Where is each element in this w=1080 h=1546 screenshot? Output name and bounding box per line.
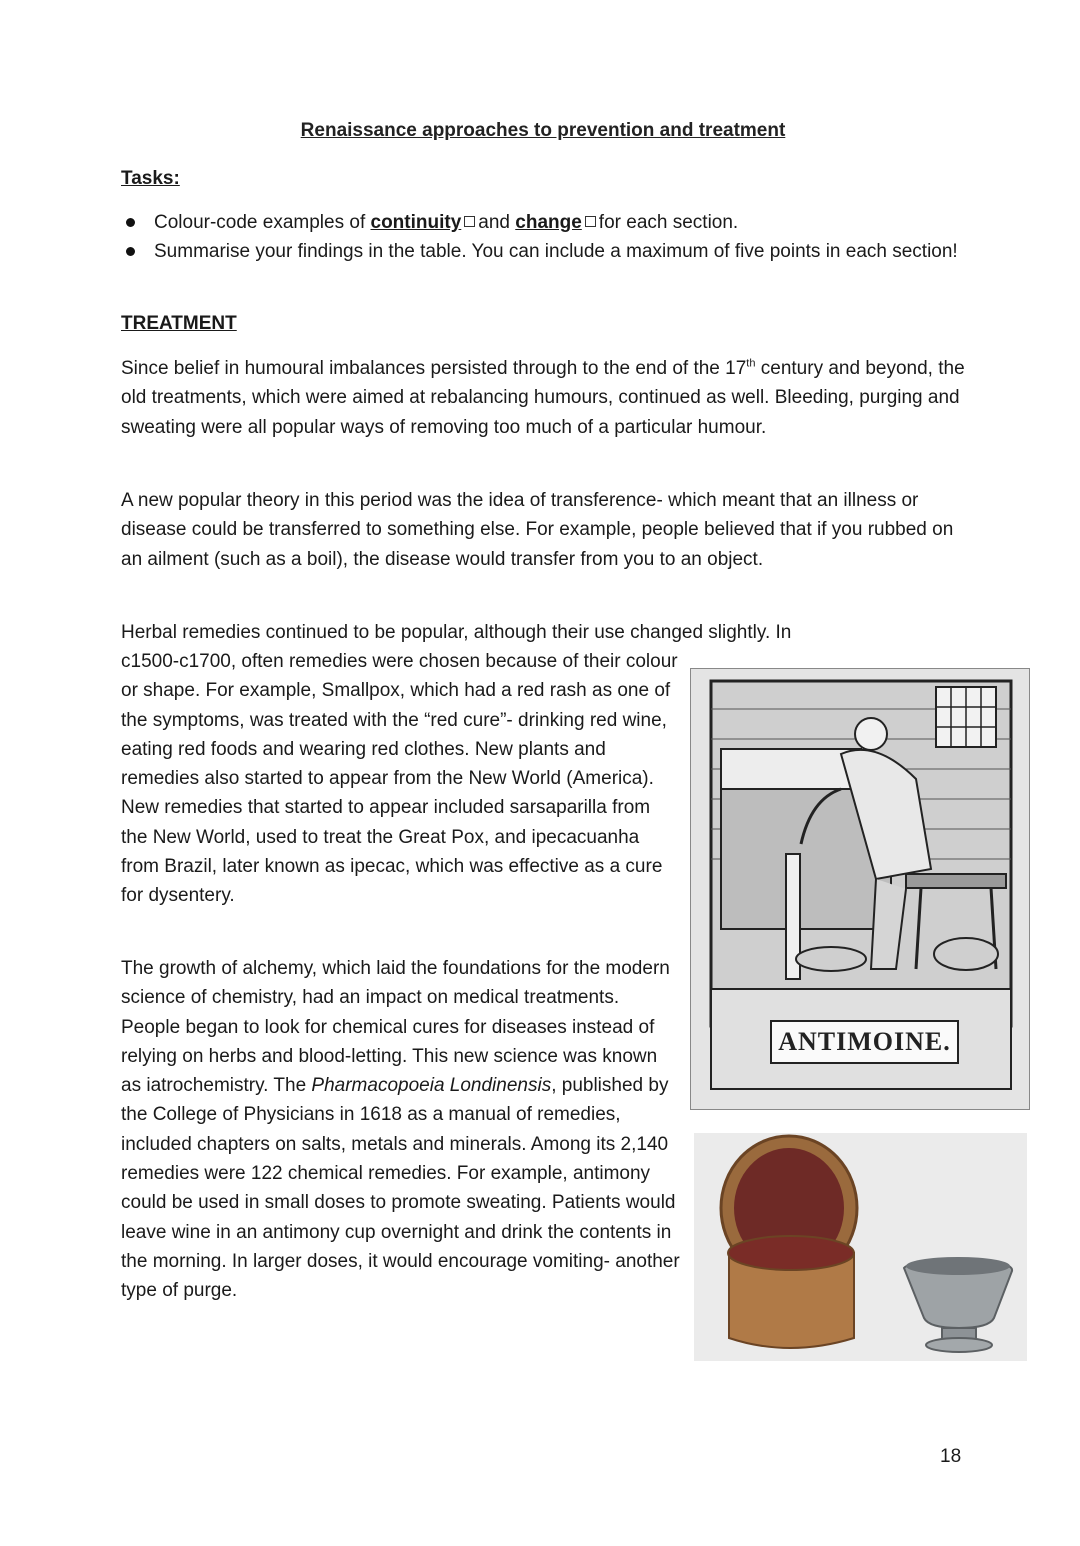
keyword-continuity: continuity [370,212,462,233]
paragraph-herbal-first-line: Herbal remedies continued to be popular, although their use changed slightly. In [121,622,792,643]
continuity-colour-box[interactable] [464,216,475,227]
task-1-suffix: for each section. [598,212,739,233]
tasks-heading: Tasks: [121,168,180,189]
task-1-mid: and [478,212,510,233]
pharmacopoeia-title: Pharmacopoeia Londinensis [311,1075,552,1097]
task-2-text: Summarise your findings in the table. You can include a maximum of five points in each section! [154,241,958,262]
antimony-cup-photo [694,1133,1027,1361]
paragraph-alchemy-text-a: The growth of alchemy, which laid the foundations for the modern science of chemistry, had an impact on medical treatments. People began to look for chemical cures for diseases instead of relying on herbs and blood-letting. This new science was known as iatrochemistry. The [121,958,670,1097]
ordinal-suffix: th [746,357,756,370]
paragraph-humours [121,354,966,442]
paragraph-alchemy-text-b: , published by the College of Physicians in 1618 as a manual of remedies, included chapters on salts, metals and minerals. Among its 2,140 remedies were 122 chemical remedies. For example, antimony could be used in small doses to promote sweating. Patients would leave wine in an antimony cup overnight and drink the contents in the morning. In larger doses, it would encourage vomiting- another type of purge. [121,1075,680,1302]
woodcut-caption-antimoine: ANTIMOINE. [770,1020,959,1064]
change-colour-box[interactable] [585,216,596,227]
task-list [121,208,961,266]
task-item-colour-code [121,208,961,237]
page-number: 18 [940,1446,962,1467]
section-heading-treatment: TREATMENT [121,313,237,334]
task-item-summarise [121,237,961,266]
paragraph-humours-text-b: century and beyond, the old treatments, which were aimed at rebalancing humours, continued as well. Bleeding, purging and sweating were all popular ways of removing too much of a particular humour. [121,358,965,438]
paragraph-humours-text-a: Since belief in humoural imbalances persisted through to the end of the 17 [121,358,747,379]
paragraph-transference: A new popular theory in this period was the idea of transference- which meant that an illness or disease could be transferred to something else. For example, people believed that if you rubbed on an ailment (such as a boil), the disease would transfer from you to an object. [121,490,954,570]
paragraph-alchemy [121,954,681,1306]
task-1-prefix: Colour-code examples of [154,212,371,233]
keyword-change: change [515,212,582,233]
paragraph-herbal-remedies: c1500-c1700, often remedies were chosen because of their colour or shape. For example, Smallpox, which had a red rash as one of the symptoms, was treated with the “red cure”- drinking red wine, eating red foods and wearing red clothes. New plants and remedies also started to appear from the New World (America). New remedies that started to appear included sarsaparilla from the New World, used to treat the Great Pox, and ipecacuanha from Brazil, later known as ipecac, which was effective as a cure for dysentery. [121,651,678,907]
page-title: Renaissance approaches to prevention and treatment [300,120,786,141]
antimony-cup-drawing [694,1133,1027,1361]
